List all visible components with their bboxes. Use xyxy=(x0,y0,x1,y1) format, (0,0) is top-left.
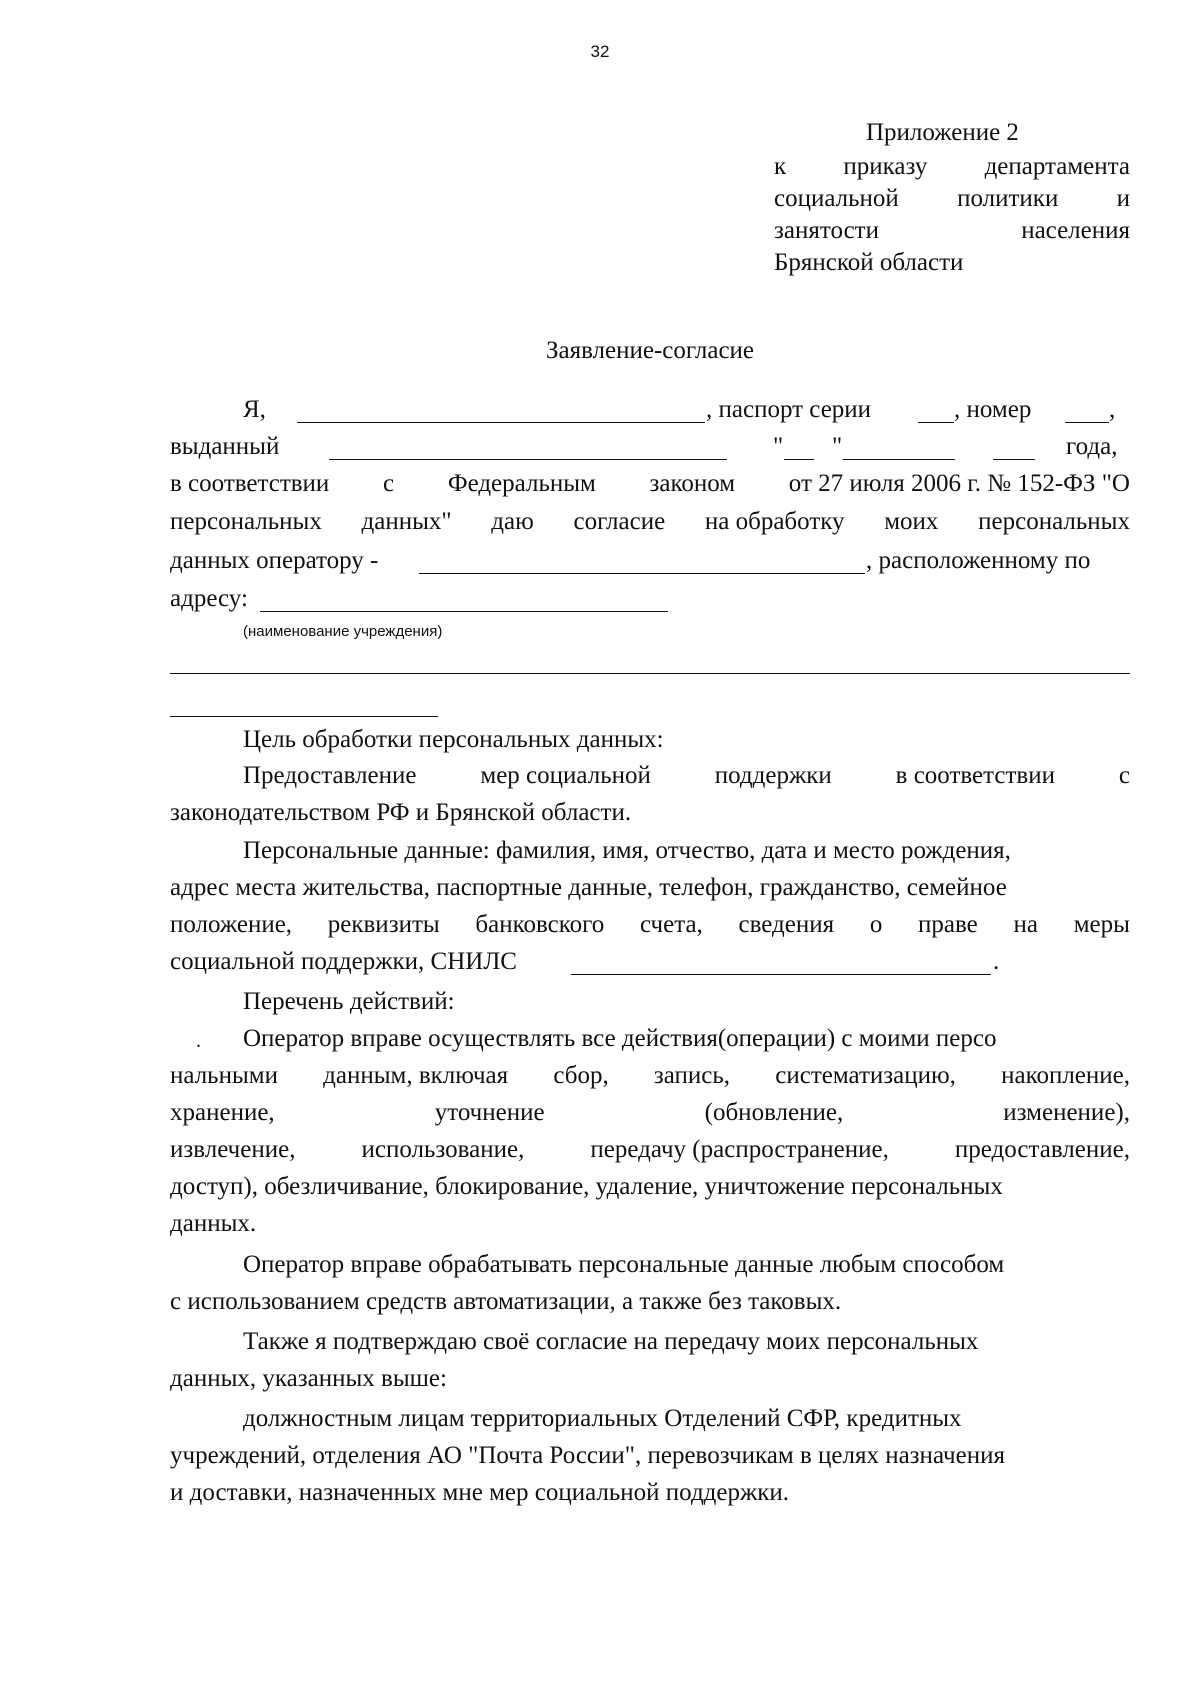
actions-line3: хранение, уточнение (обновление, изменение), xyxy=(170,1099,1130,1126)
appendix-line3: занятости населения xyxy=(774,217,1130,244)
snils-blank[interactable] xyxy=(571,974,991,975)
snils-period: . xyxy=(993,948,1000,975)
personal-data-line1: Персональные данные: фамилия, имя, отчество, дата и место рождения, xyxy=(243,837,1011,864)
issued-by-blank[interactable] xyxy=(329,459,727,460)
appendix-line2: социальной политики и xyxy=(774,185,1130,212)
personal-data-line2: адрес места жительства, паспортные данные, телефон, гражданство, семейное xyxy=(170,874,1007,901)
operator-name-blank[interactable] xyxy=(419,573,865,574)
personal-data-line4: социальной поддержки, СНИЛС xyxy=(170,948,517,975)
actions-heading: Перечень действий: xyxy=(243,988,455,1015)
operator-label: данных оператору - xyxy=(170,547,379,574)
issue-year-blank[interactable] xyxy=(993,459,1035,460)
passport-series-blank[interactable] xyxy=(918,422,954,423)
document-title: Заявление-согласие xyxy=(545,337,755,364)
law-line: в соответствии с Федеральным законом от 27 июля 2006 г. № 152-ФЗ "О xyxy=(170,470,1130,497)
purpose-text-line2: законодательством РФ и Брянской области. xyxy=(170,799,632,826)
transfer-line1: Также я подтверждаю своё согласие на передачу моих персональных xyxy=(243,1328,979,1355)
passport-number-blank[interactable] xyxy=(1065,422,1109,423)
address-label: адресу: xyxy=(170,585,248,612)
actions-line5: доступ), обезличивание, блокирование, удаление, уничтожение персональных xyxy=(170,1173,1003,1200)
processing-line2: с использованием средств автоматизации, а также без таковых. xyxy=(170,1288,842,1315)
transfer-line2: данных, указанных выше: xyxy=(170,1365,447,1392)
transfer-line4: учреждений, отделения АО "Почта России", перевозчикам в целях назначения xyxy=(170,1442,1005,1469)
issued-label: выданный xyxy=(170,433,280,460)
personal-data-line3: положение, реквизиты банковского счета, сведения о праве на меры xyxy=(170,911,1130,938)
purpose-heading: Цель обработки персональных данных: xyxy=(243,726,664,753)
issue-day-blank[interactable] xyxy=(784,459,814,460)
ya-label: Я, xyxy=(243,396,266,423)
actions-line6: данных. xyxy=(170,1210,257,1237)
located-label: , расположенному по xyxy=(866,547,1091,574)
consent-line: персональных данных" даю согласие на обработку моих персональных xyxy=(170,508,1130,535)
transfer-line3: должностным лицам территориальных Отделений СФР, кредитных xyxy=(243,1405,962,1432)
transfer-line5: и доставки, назначенных мне мер социальной поддержки. xyxy=(170,1479,790,1506)
quote-mid: " xyxy=(832,433,843,460)
address-blank[interactable] xyxy=(260,611,668,612)
appendix-title: Приложение 2 xyxy=(866,119,1019,146)
issue-month-blank[interactable] xyxy=(843,459,955,460)
year-label: года, xyxy=(1066,433,1118,460)
stray-dot: . xyxy=(196,1030,201,1052)
appendix-line4: Брянской области xyxy=(774,249,964,276)
institution-caption: (наименование учреждения) xyxy=(243,623,443,640)
actions-line2: нальными данным, включая сбор, запись, систематизацию, накопление, xyxy=(170,1062,1130,1089)
passport-series-label: , паспорт серии xyxy=(706,396,872,423)
comma: , xyxy=(1109,396,1116,423)
address-continuation-blank[interactable] xyxy=(170,673,1130,674)
page-number: 32 xyxy=(590,42,610,61)
quote-open: " xyxy=(773,433,784,460)
full-name-blank[interactable] xyxy=(297,422,705,423)
actions-line4: извлечение, использование, передачу (распространение, предоставление, xyxy=(170,1136,1130,1163)
actions-line1: Оператор вправе осуществлять все действия(операции) с моими персо xyxy=(243,1025,997,1052)
appendix-line1: к приказу департамента xyxy=(774,153,1130,180)
address-continuation-blank-2[interactable] xyxy=(170,716,438,717)
purpose-text-line1: Предоставление мер социальной поддержки в соответствии с xyxy=(243,762,1130,789)
processing-line1: Оператор вправе обрабатывать персональные данные любым способом xyxy=(243,1251,1005,1278)
number-label: , номер xyxy=(954,396,1032,423)
